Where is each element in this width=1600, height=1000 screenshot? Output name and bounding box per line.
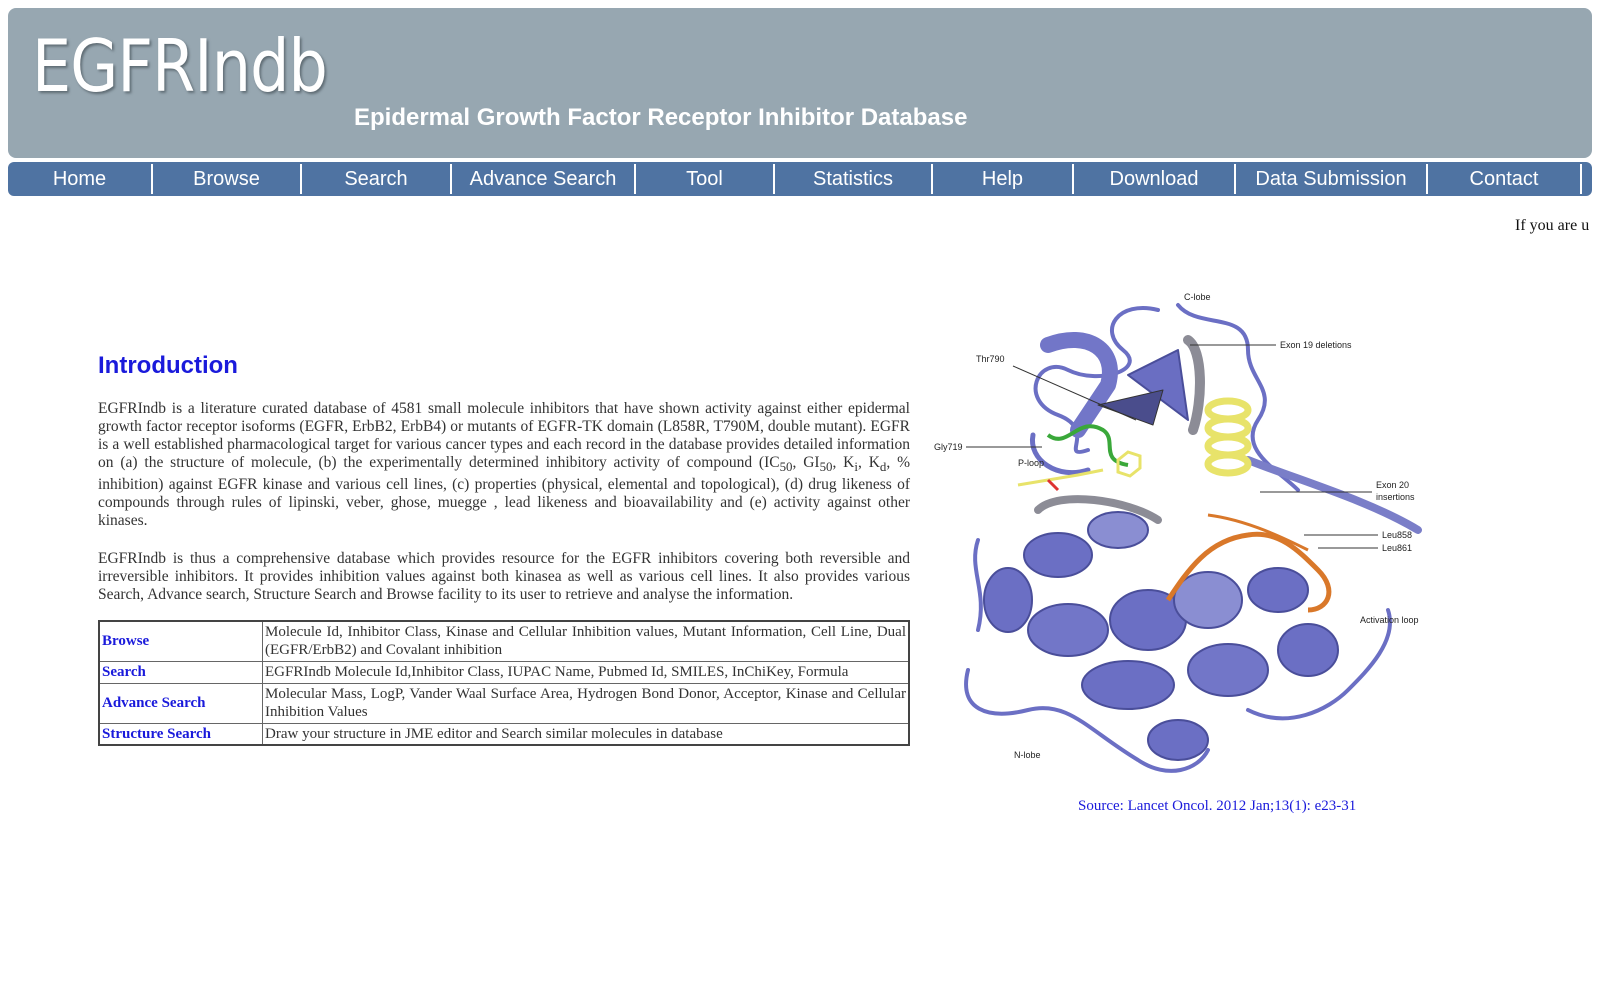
intro-text: EGFRIndb is a literature curated database of 4581 small molecule inhibitors that have shown activity against either epidermal growth factor receptor isoforms (EGFR, ErbB2, ErbB4) or mutants of EGFR-TK domain (L858R, T790M, double mutant). EGFR is a well established pharmacological target for various cancer types and each record in the database provides detailed information on (a) the structure of molecule, (b) the experimentally determined inhibitory activity of compound (IC — [98, 400, 910, 471]
table-row — [99, 723, 909, 745]
label-leu858: Leu858 — [1382, 530, 1413, 540]
features-table — [98, 620, 910, 746]
intro-paragraph-1 — [98, 400, 910, 530]
feature-link-advance-search[interactable]: Advance Search — [99, 683, 263, 723]
feature-description: Molecule Id, Inhibitor Class, Kinase and Cellular Inhibition values, Mutant Information, Cell Line, Dual (EGFR/ErbB2) and Covalant inhibition — [263, 621, 910, 661]
label-leu861: Leu861 — [1382, 543, 1413, 553]
intro-text: , K — [832, 454, 855, 471]
scrolling-notice: If you are u — [1515, 217, 1590, 234]
site-logo[interactable]: EGFRIndb — [32, 24, 327, 108]
table-row — [99, 683, 909, 723]
subscript: 50 — [819, 459, 833, 475]
label-exon20-line2: insertions — [1376, 492, 1415, 502]
nav-data-submission[interactable]: Data Submission — [1236, 164, 1428, 194]
nav-help[interactable]: Help — [933, 164, 1074, 194]
c-helix — [1208, 401, 1248, 473]
feature-link-structure-search[interactable]: Structure Search — [99, 723, 263, 745]
intro-text: , % inhibition) against EGFR kinase and various cell lines, (c) properties (physical, elemental and topological), (d) drug likeness of compounds through rules of lipinski, veber, ghose, muegge , lead likeness and bioavailability and (e) activity against other kinases. — [98, 454, 910, 530]
introduction-heading: Introduction — [98, 352, 238, 379]
label-activation-loop: Activation loop — [1360, 615, 1419, 625]
feature-description: Molecular Mass, LogP, Vander Waal Surface Area, Hydrogen Bond Donor, Acceptor, Kinase and Cellular Inhibition Values — [263, 683, 910, 723]
site-subtitle: Epidermal Growth Factor Receptor Inhibitor Database — [354, 104, 968, 131]
nav-search[interactable]: Search — [302, 164, 452, 194]
nav-contact[interactable]: Contact — [1428, 164, 1582, 194]
nav-browse[interactable]: Browse — [153, 164, 302, 194]
label-exon19: Exon 19 deletions — [1280, 340, 1352, 350]
feature-link-search[interactable]: Search — [99, 661, 263, 683]
figure-source-link[interactable]: Source: Lancet Oncol. 2012 Jan;13(1): e23-31 — [1078, 798, 1357, 814]
nav-tool[interactable]: Tool — [636, 164, 775, 194]
intro-text: , GI — [792, 454, 820, 471]
egfr-kinase-structure-image — [934, 290, 1458, 795]
subscript: 50 — [779, 459, 793, 475]
main-nav — [8, 162, 1592, 196]
label-gly719: Gly719 — [934, 442, 963, 452]
p-loop — [1048, 426, 1128, 465]
table-row — [99, 621, 909, 661]
label-thr790: Thr790 — [976, 354, 1005, 364]
site-header — [8, 8, 1592, 158]
table-row — [99, 661, 909, 683]
nav-download[interactable]: Download — [1074, 164, 1236, 194]
label-p-loop: P-loop — [1018, 458, 1045, 468]
nav-advance-search[interactable]: Advance Search — [452, 164, 636, 194]
feature-description: EGFRIndb Molecule Id,Inhibitor Class, IUPAC Name, Pubmed Id, SMILES, InChiKey, Formula — [263, 661, 910, 683]
intro-paragraph-2: EGFRIndb is thus a comprehensive database which provides resource for the EGFR inhibitors covering both reversible and irreversible inhibitors. It provides inhibition values against both kinasea as well as various cell lines. It also provides various Search, Advance search, Structure Search and Browse facility to its user to retrieve and analyse the information. — [98, 550, 910, 603]
label-n-lobe: N-lobe — [1014, 750, 1041, 760]
feature-link-browse[interactable]: Browse — [99, 621, 263, 661]
label-c-lobe: C-lobe — [1184, 292, 1211, 302]
subscript: d — [879, 459, 887, 475]
label-exon20-line1: Exon 20 — [1376, 480, 1410, 490]
intro-text: , K — [857, 454, 880, 471]
subscript: i — [854, 459, 858, 475]
feature-description: Draw your structure in JME editor and Search similar molecules in database — [263, 723, 910, 745]
nav-statistics[interactable]: Statistics — [775, 164, 933, 194]
nav-home[interactable]: Home — [8, 164, 153, 194]
